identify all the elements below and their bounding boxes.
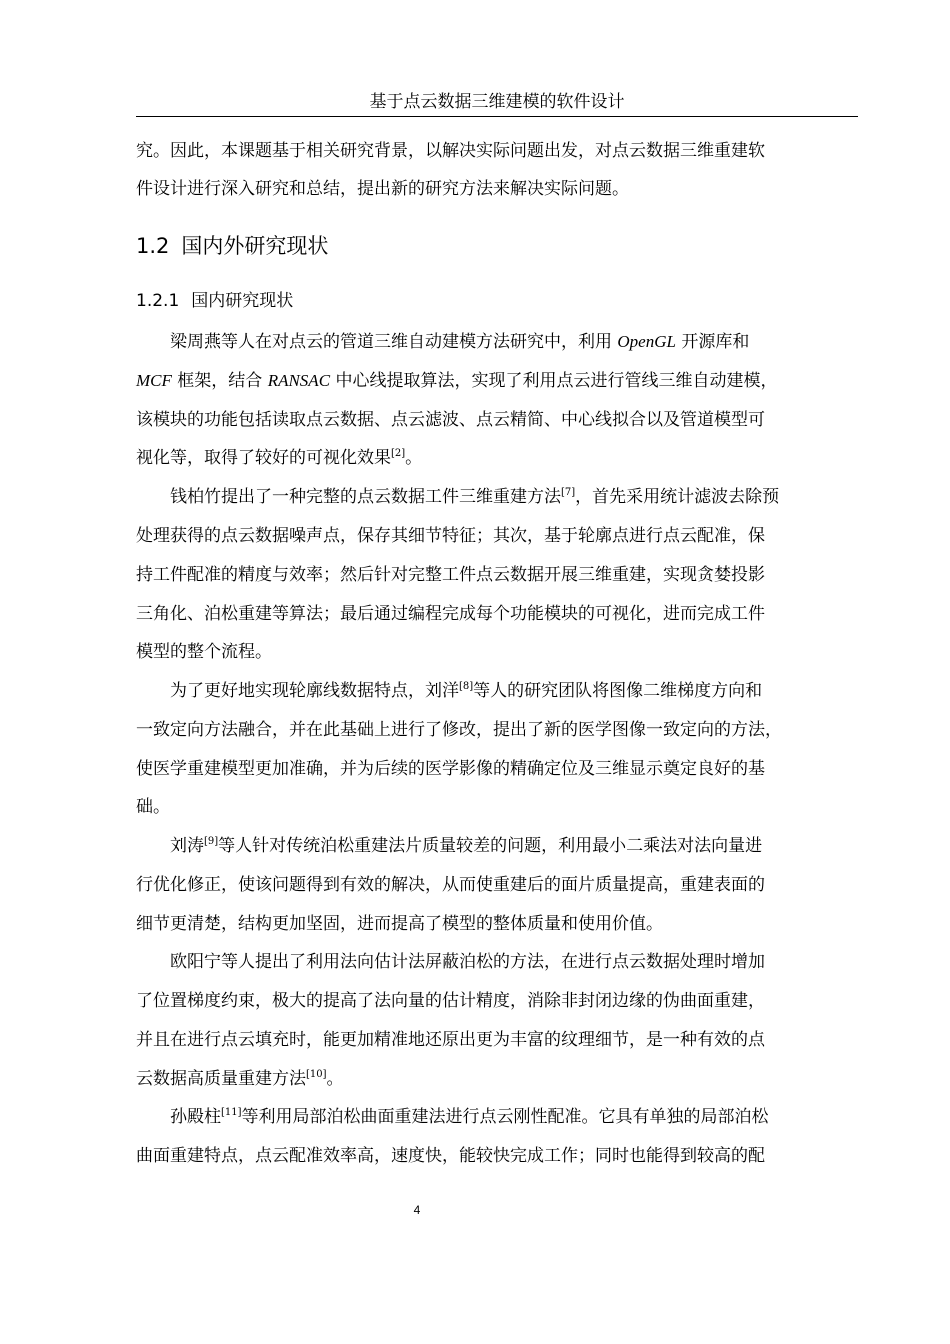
section-number: 1.2 [136,234,170,258]
paragraph-3-line-3: 使医学重建模型更加准确，并为后续的医学影像的精确定位及三维显示奠定良好的基 [136,759,765,779]
citation-ref: [11] [221,1107,242,1118]
paragraph-4-line-1: 刘涛[9]等人针对传统泊松重建法片质量较差的问题，利用最小二乘法对法向量进 [170,836,763,856]
subsection-heading [136,289,293,313]
software-name: OpenGL [617,332,676,351]
subsection-number: 1.2.1 [136,291,180,311]
paragraph-5-line-4: 云数据高质量重建方法[10]。 [136,1069,344,1089]
paragraph-2-line-2: 处理获得的点云数据噪声点，保存其细节特征；其次，基于轮廓点进行点云配准，保 [136,526,765,546]
paragraph-1-line-4: 视化等，取得了较好的可视化效果[2]。 [136,448,423,468]
citation-ref: [10] [306,1069,327,1080]
citation-ref: [7] [561,487,576,498]
paragraph-2-line-1: 钱柏竹提出了一种完整的点云数据工件三维重建方法[7]，首先采用统计滤波去除预 [170,487,780,507]
paragraph-3-line-1: 为了更好地实现轮廓线数据特点，刘洋[8]等人的研究团队将图像二维梯度方向和 [170,681,763,701]
subsection-title: 国内研究现状 [191,291,294,311]
paragraph-2-line-3: 持工件配准的精度与效率；然后针对完整工件点云数据开展三维重建，实现贪婪投影 [136,565,765,585]
algorithm-name: RANSAC [267,371,331,390]
paragraph-4-line-3: 细节更清楚，结构更加坚固，进而提高了模型的整体质量和使用价值。 [136,914,663,934]
section-heading [136,230,328,262]
header-rule [136,116,858,117]
paragraph-2-line-4: 三角化、泊松重建等算法；最后通过编程完成每个功能模块的可视化，进而完成工件 [136,604,765,624]
citation-ref: [8] [459,681,474,692]
intro-line-2: 件设计进行深入研究和总结，提出新的研究方法来解决实际问题。 [136,179,629,199]
paragraph-6-line-1: 孙殿柱[11]等利用局部泊松曲面重建法进行点云刚性配准。它具有单独的局部泊松 [170,1107,769,1127]
intro-line-1: 究。因此，本课题基于相关研究背景，以解决实际问题出发，对点云数据三维重建软 [136,141,765,161]
paragraph-6-line-2: 曲面重建特点，点云配准效率高，速度快，能较快完成工作；同时也能得到较高的配 [136,1146,765,1166]
paragraph-4-line-2: 行优化修正，使该问题得到有效的解决，从而使重建后的面片质量提高，重建表面的 [136,875,765,895]
page-number: 4 [413,1203,421,1217]
paragraph-1-line-1: 梁周燕等人在对点云的管道三维自动建模方法研究中，利用 OpenGL 开源库和 [170,332,750,352]
paragraph-5-line-1: 欧阳宁等人提出了利用法向估计法屏蔽泊松的方法，在进行点云数据处理时增加 [170,952,765,972]
paragraph-3-line-2: 一致定向方法融合，并在此基础上进行了修改，提出了新的医学图像一致定向的方法， [136,720,782,740]
paragraph-5-line-2: 了位置梯度约束，极大的提高了法向量的估计精度，消除非封闭边缘的伪曲面重建， [136,991,765,1011]
paragraph-5-line-3: 并且在进行点云填充时，能更加精准地还原出更为丰富的纹理细节，是一种有效的点 [136,1030,765,1050]
paragraph-1-line-2: MCF 框架，结合 RANSAC 中心线提取算法，实现了利用点云进行管线三维自动建模， [136,371,778,391]
citation-ref: [9] [204,836,219,847]
page-header-title: 基于点云数据三维建模的软件设计 [369,92,625,112]
paragraph-1-line-3: 该模块的功能包括读取点云数据、点云滤波、点云精简、中心线拟合以及管道模型可 [136,410,765,430]
section-title: 国内外研究现状 [181,234,329,258]
paragraph-3-line-4: 础。 [136,797,170,817]
software-name: MCF [136,371,172,390]
citation-ref: [2] [391,448,406,459]
paragraph-2-line-5: 模型的整个流程。 [136,642,272,662]
